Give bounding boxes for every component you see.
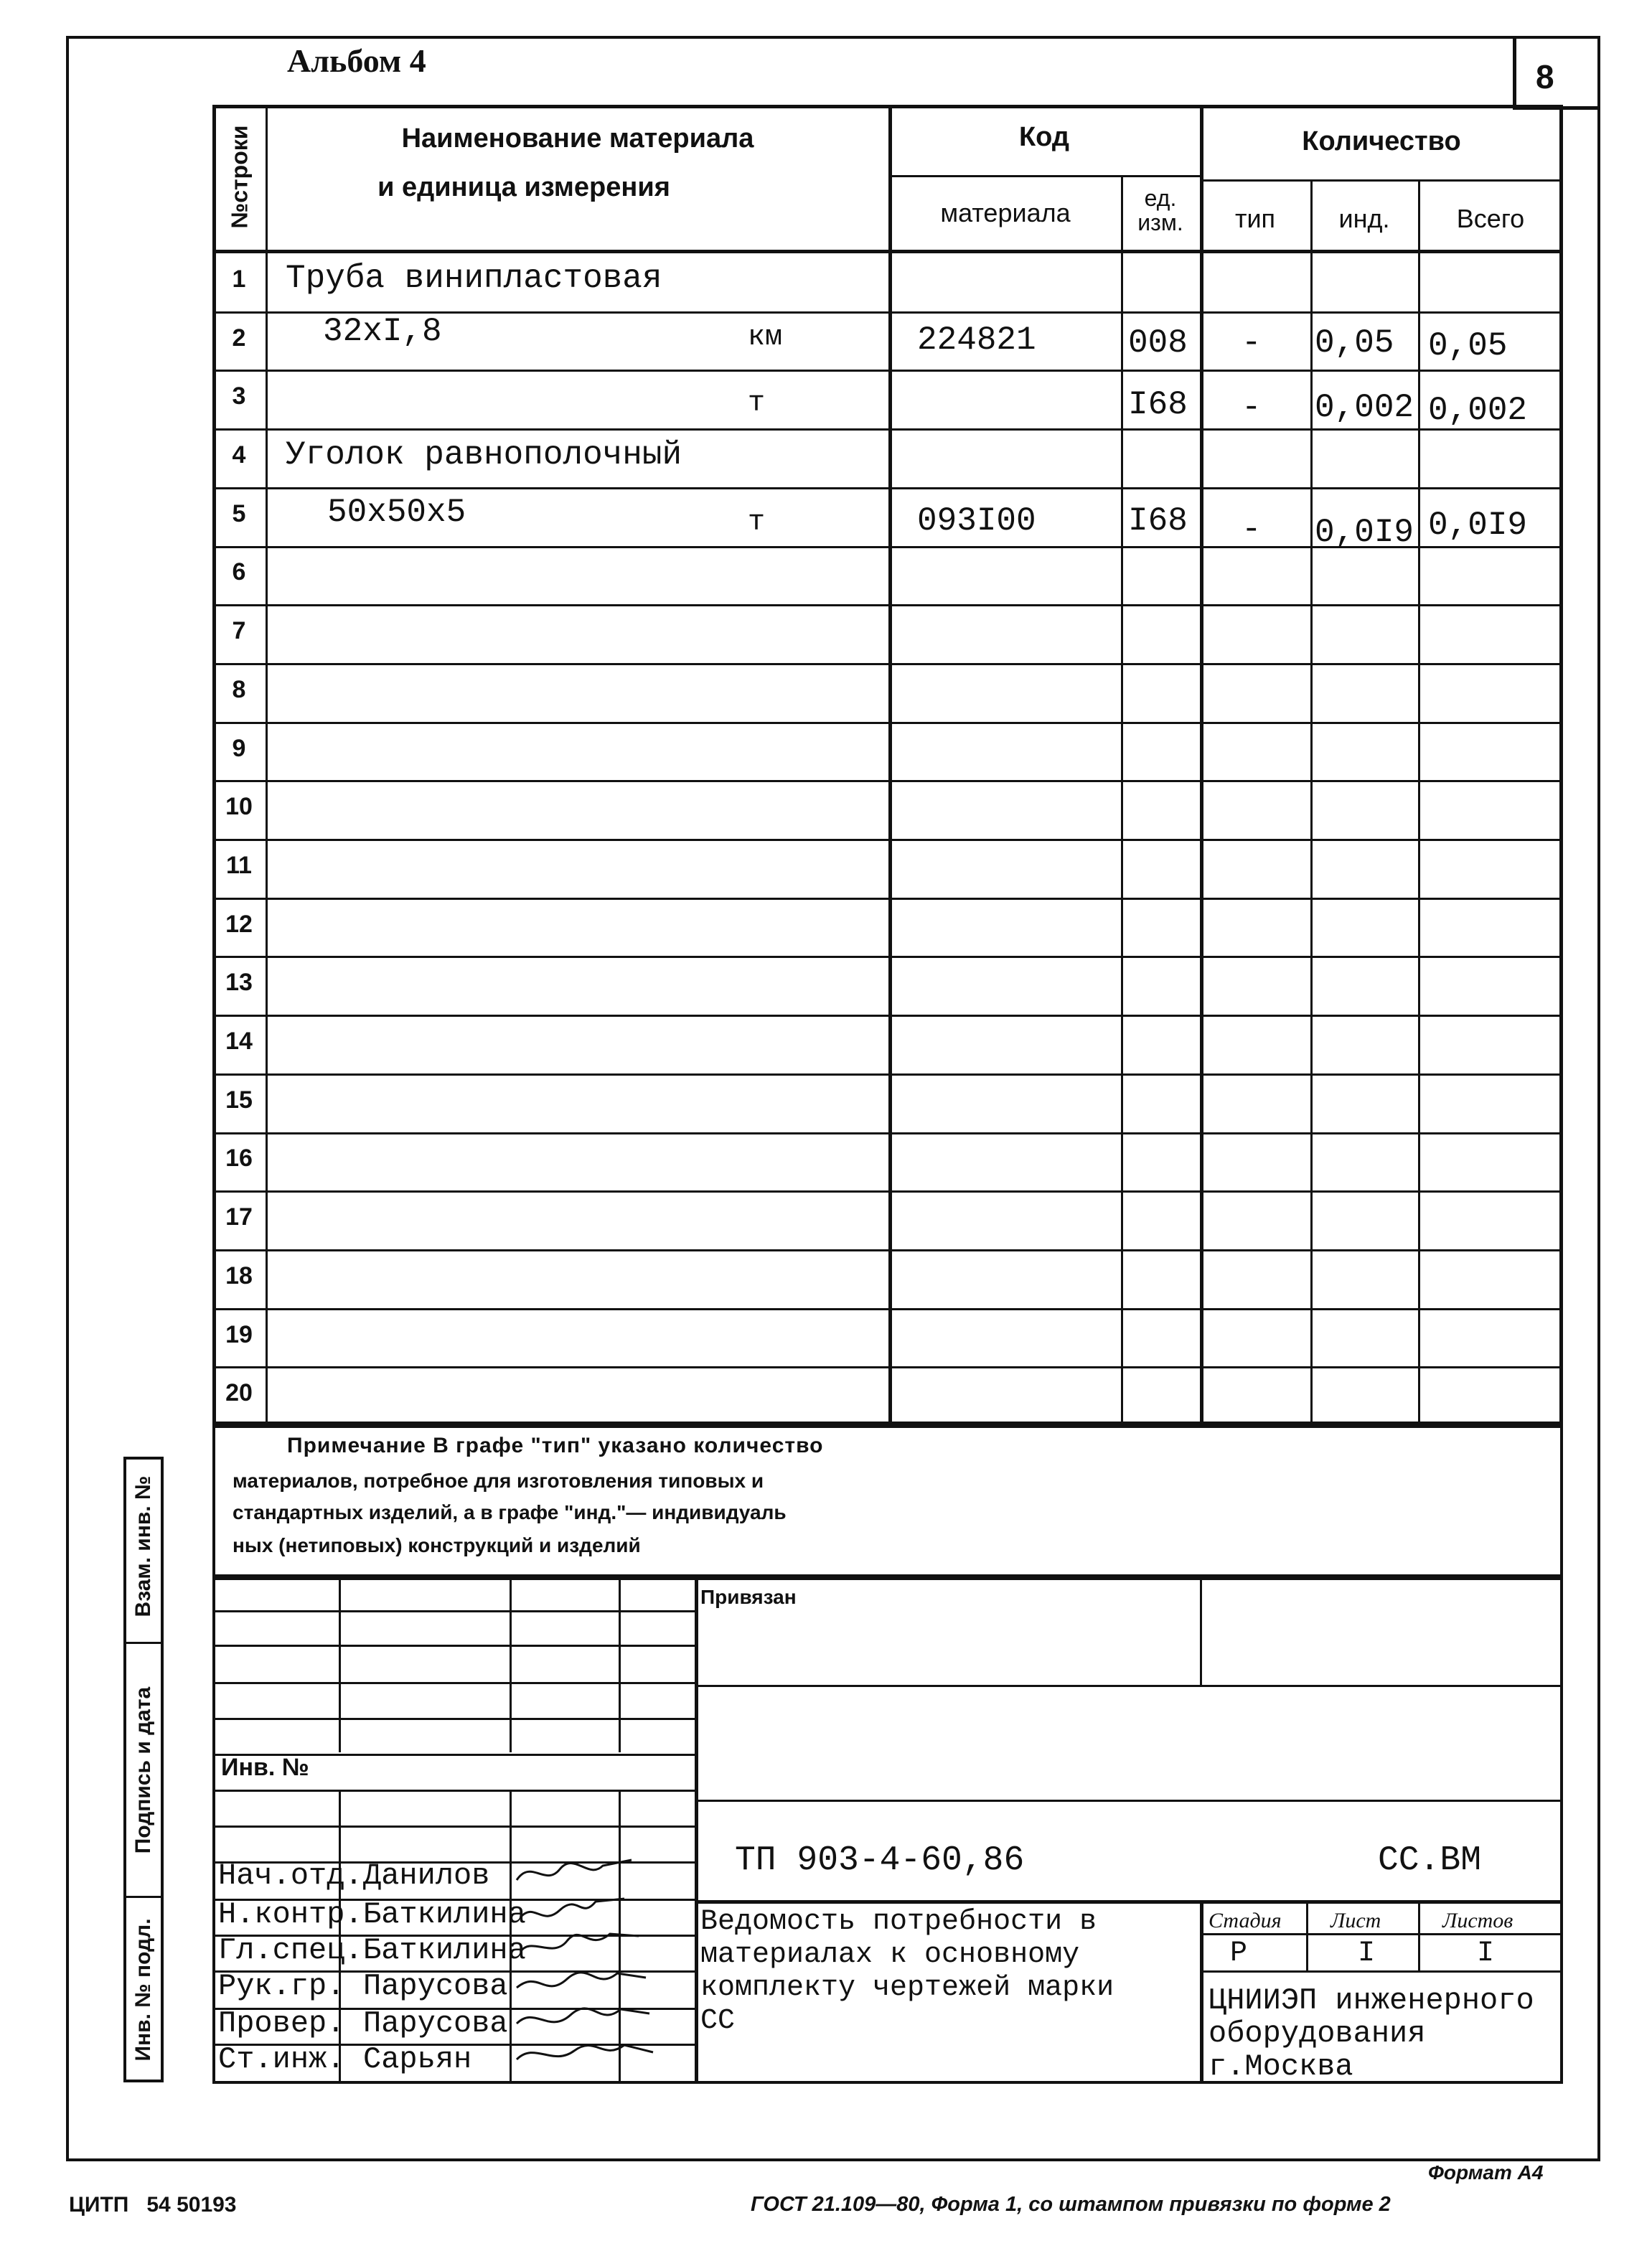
note-line-1: Примечание В графе "тип" указано количество <box>287 1434 824 1457</box>
col-code-divider <box>1121 175 1123 1425</box>
signatory-name-2: Баткилина <box>363 1897 526 1932</box>
title-line-3: комплекту чертежей марки <box>700 1972 1114 2004</box>
stamp-right-line <box>695 1800 1563 1802</box>
header-name-line1: Наименование материала <box>401 123 754 154</box>
row-line <box>212 428 1563 431</box>
row5-type: - <box>1242 511 1262 548</box>
row5-code: 093I00 <box>917 502 1036 540</box>
org-line-3: г.Москва <box>1209 2049 1353 2084</box>
signature-5 <box>517 2008 649 2024</box>
privyazan-label: Привязан <box>700 1586 797 1608</box>
row-number: 15 <box>225 1086 253 1114</box>
row2-unit-label: км <box>748 321 783 354</box>
note-line-4: ных (нетиповых) конструкций и изделий <box>233 1534 641 1556</box>
title-line-4: СС <box>700 2005 736 2037</box>
header-total: Всего <box>1456 204 1525 233</box>
signature-6 <box>517 2045 653 2059</box>
row5-total: 0,0I9 <box>1428 507 1528 544</box>
sheets-value: I <box>1477 1937 1495 1970</box>
col-rowno-divider <box>266 105 268 1425</box>
note-line-3: стандартных изделий, а в графе "инд."— индивидуаль <box>233 1501 787 1523</box>
col-type-divider <box>1310 179 1313 1425</box>
stamp-row-line <box>212 1682 695 1684</box>
row-line <box>212 1132 1563 1134</box>
signature-3 <box>520 1934 639 1952</box>
header-code: Код <box>1018 122 1070 152</box>
row2-unit: 008 <box>1128 324 1188 362</box>
row2-name: 32хI,8 <box>323 313 442 350</box>
doc-mark: СС.ВМ <box>1378 1841 1482 1880</box>
row-number: 1 <box>232 265 246 293</box>
row-number: 19 <box>225 1320 253 1348</box>
row2-total: 0,05 <box>1428 327 1508 365</box>
signatory-name-5: Парусова <box>363 2006 508 2041</box>
title-line-1: Ведомость потребности в <box>700 1906 1097 1938</box>
col-name-divider <box>888 105 892 1425</box>
row5-ind: 0,0I9 <box>1315 514 1414 551</box>
row-line <box>212 1366 1563 1368</box>
materials-table <box>212 105 1563 1425</box>
row-number: 20 <box>225 1379 253 1407</box>
stamp-col-line <box>339 1577 341 1752</box>
row-number: 5 <box>232 499 246 527</box>
row3-unit: I68 <box>1128 386 1188 423</box>
col-ind-divider <box>1418 179 1420 1425</box>
row-line <box>212 780 1563 782</box>
row3-total: 0,002 <box>1428 392 1528 429</box>
header-name-line2: и единица измерения <box>377 172 670 202</box>
row1-name: Труба винипластовая <box>286 260 662 297</box>
stamp-right-col <box>1200 1577 1202 1685</box>
stamp-row-line <box>212 1610 695 1612</box>
row-line <box>212 370 1563 372</box>
row-number: 8 <box>232 675 246 703</box>
signature-4 <box>517 1973 646 1988</box>
row-line <box>212 1190 1563 1193</box>
row-line <box>212 956 1563 958</box>
row-number: 18 <box>225 1261 253 1289</box>
title-line-2: материалах к основному <box>700 1939 1080 1971</box>
sheet-label: Лист <box>1330 1909 1381 1932</box>
side-label-vzam: Взам. инв. № <box>131 1475 155 1617</box>
stamp-right-line <box>695 1685 1563 1687</box>
row-number: 17 <box>225 1203 253 1231</box>
footer-left-code: ЦИТП 54 50193 <box>69 2193 237 2217</box>
footer-gost: ГОСТ 21.109—80, Форма 1, со штампом привязки по форме 2 <box>751 2193 1391 2216</box>
sheets-label: Листов <box>1442 1909 1513 1932</box>
stamp-title-divider <box>1200 1900 1203 2084</box>
stamp-stage-col <box>1306 1900 1308 1970</box>
row-line <box>212 487 1563 489</box>
side-label-inv-podl: Инв. № подл. <box>131 1918 155 2062</box>
stamp-row-line <box>212 1790 695 1792</box>
row5-unit: I68 <box>1128 502 1188 540</box>
format-label: Формат А4 <box>1428 2161 1544 2184</box>
signatory-role-5: Провер. <box>218 2006 345 2041</box>
col-unit-divider <box>1200 105 1203 1425</box>
header-material: материала <box>940 198 1071 227</box>
row-line <box>212 663 1563 665</box>
row2-code: 224821 <box>917 321 1036 359</box>
signatory-name-6: Сарьян <box>363 2042 472 2077</box>
header-unit-1: ед. <box>1144 185 1177 211</box>
stamp-row-line <box>212 1645 695 1647</box>
row-number: 16 <box>225 1145 253 1173</box>
row-line <box>212 1015 1563 1017</box>
sheet-value: I <box>1358 1937 1376 1970</box>
signatures-drawing <box>502 1851 689 2081</box>
row-number: 4 <box>232 441 246 469</box>
inv-no-label: Инв. № <box>221 1754 309 1781</box>
stamp-row-line <box>212 1718 695 1720</box>
page-number-divider <box>1513 36 1516 108</box>
row-number: 7 <box>232 617 246 645</box>
row-number: 10 <box>225 793 253 821</box>
stamp-right-line <box>695 1900 1563 1904</box>
header-ind: инд. <box>1338 204 1390 233</box>
row-number: 12 <box>225 910 253 938</box>
row-number: 13 <box>225 969 253 997</box>
row-line <box>212 839 1563 841</box>
row-line <box>212 1249 1563 1251</box>
row-number: 11 <box>226 851 252 879</box>
header-type: тип <box>1234 204 1276 233</box>
stage-label: Стадия <box>1209 1909 1282 1932</box>
row3-ind: 0,002 <box>1315 389 1414 426</box>
row-number: 14 <box>225 1028 253 1056</box>
row-number: 9 <box>232 734 246 762</box>
row-line <box>212 604 1563 606</box>
row-line <box>212 1073 1563 1076</box>
stamp-stage-line <box>1200 1933 1563 1935</box>
stamp-col-line <box>619 1577 621 1752</box>
album-label: Альбом 4 <box>287 42 426 79</box>
signature-2 <box>520 1899 624 1917</box>
row2-type: - <box>1242 324 1262 362</box>
stage-value: Р <box>1230 1937 1248 1970</box>
row3-type: - <box>1242 389 1262 426</box>
doc-code: ТП 903-4-60,86 <box>735 1841 1025 1880</box>
row-line <box>212 722 1563 724</box>
signatory-role-1: Нач.отд. <box>218 1859 363 1893</box>
row5-unit-label: т <box>748 507 766 539</box>
signatory-role-6: Ст.инж. <box>218 2042 345 2077</box>
side-label-podpis: Подпись и дата <box>131 1686 155 1854</box>
row4-name: Уголок равнополочный <box>286 436 682 474</box>
stamp-row-line <box>212 1826 695 1828</box>
row-number: 2 <box>232 324 246 352</box>
org-line-2: оборудования <box>1209 2016 1426 2051</box>
row5-name: 50х50х5 <box>327 494 466 531</box>
row-line <box>212 898 1563 900</box>
header-unit-2: изм. <box>1137 210 1183 235</box>
signatory-name-4: Парусова <box>363 1969 508 2003</box>
stamp-stage-col <box>1418 1900 1420 1970</box>
row-number: 3 <box>232 382 246 410</box>
header-sub-line-qty <box>1200 179 1563 182</box>
header-quantity: Количество <box>1302 126 1461 156</box>
header-bottom-line <box>212 250 1563 253</box>
row-number: 6 <box>232 558 246 586</box>
row2-ind: 0,05 <box>1315 324 1394 362</box>
signatory-role-4: Рук.гр. <box>218 1969 345 2003</box>
signatory-name-3: Баткилина <box>363 1933 526 1968</box>
signatory-name-1: Данилов <box>363 1859 490 1893</box>
stamp-main-divider <box>695 1577 698 2084</box>
row-line <box>212 1308 1563 1310</box>
row3-unit-label: т <box>748 387 766 420</box>
stamp-stage-line <box>1200 1970 1563 1973</box>
page-number: 8 <box>1536 58 1554 95</box>
signature-1 <box>517 1860 632 1880</box>
stamp-col-line <box>510 1577 512 1752</box>
note-line-2: материалов, потребное для изготовления типовых и <box>233 1470 764 1492</box>
header-sub-line-code <box>888 175 1200 177</box>
header-row-no: №строки <box>226 125 253 229</box>
signatory-role-3: Гл.спец. <box>218 1933 363 1968</box>
signatory-role-2: Н.контр. <box>218 1897 363 1932</box>
org-line-1: ЦНИИЭП инженерного <box>1209 1983 1534 2018</box>
